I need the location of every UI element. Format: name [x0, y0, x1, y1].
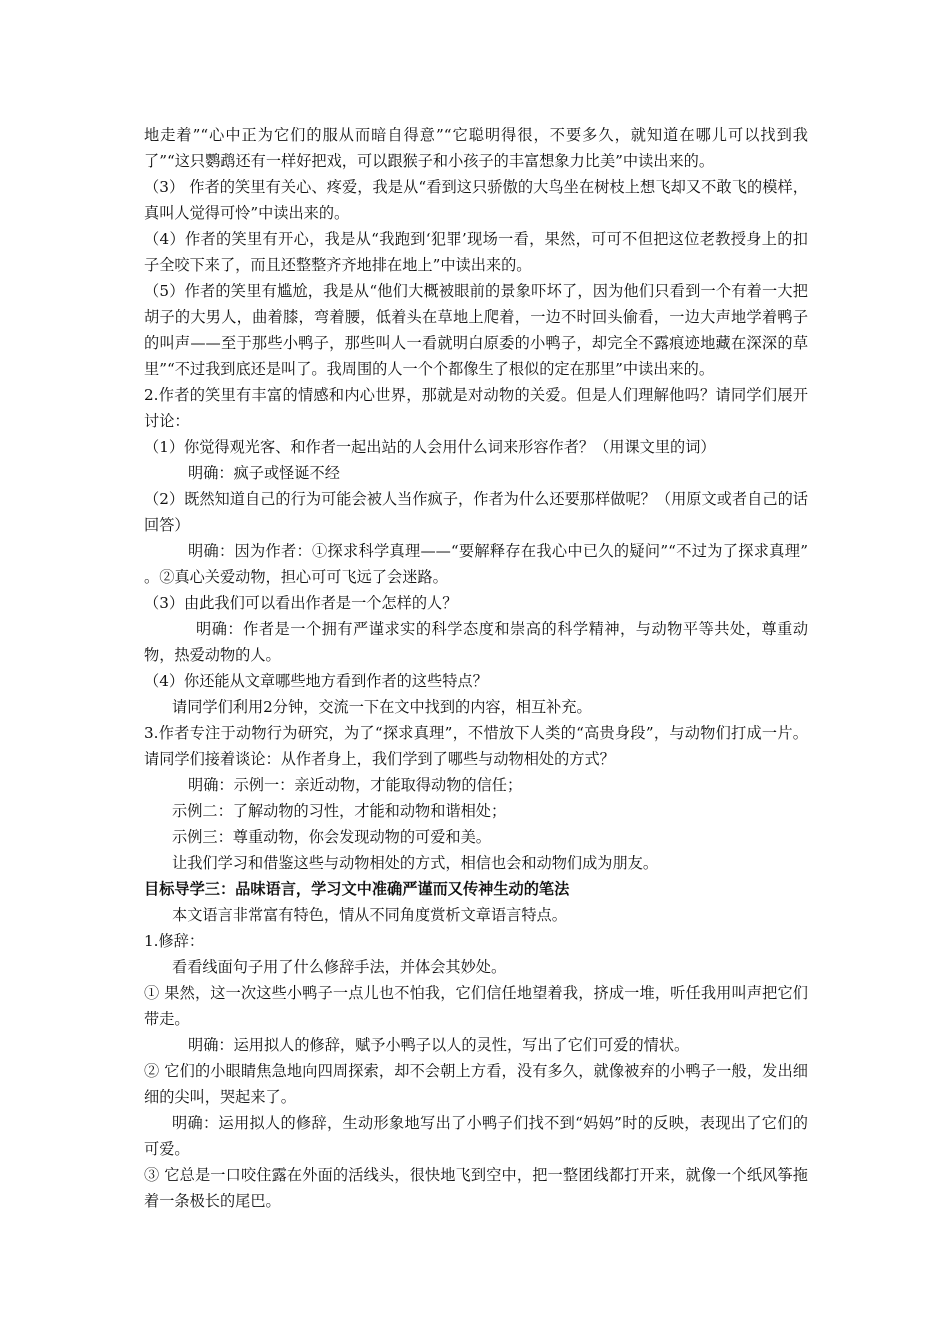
paragraph-18: 让我们学习和借鉴这些与动物相处的方式，相信也会和动物们成为朋友。	[172, 854, 658, 872]
paragraph-14: 3.作者专注于动物行为研究，为了“探求真理”，不惜放下人类的“高贵身段”，与动物们打成一片。请同学们接着谈论：从作者身上，我们学到了哪些与动物相处的方式？	[144, 724, 808, 768]
paragraph-3: （4）作者的笑里有开心，我是从“我跑到‘犯罪’现场一看，果然，可可不但把这位老教授身上的扣子全咬下来了，而且还整整齐齐地排在地上”中读出来的。	[144, 230, 808, 274]
paragraph-5: 2.作者的笑里有丰富的情感和内心世界，那就是对动物的关爱。但是人们理解他吗？请同学们展开讨论：	[144, 386, 808, 430]
paragraph-12: （4）你还能从文章哪些地方看到作者的这些特点？	[144, 672, 488, 690]
answer-3: 明确：作者是一个拥有严谨求实的科学态度和崇高的科学精神，与动物平等共处，尊重动物，热爱动物的人。	[144, 620, 808, 664]
answer-4: 明确：示例一：亲近动物，才能取得动物的信任；	[188, 776, 523, 794]
answer-1: 明确：疯子或怪诞不经	[188, 464, 340, 482]
paragraph-22: 看看线面句子用了什么修辞手法，并体会其妙处。	[172, 958, 507, 976]
example-2: 示例二：了解动物的习性，才能和动物和谐相处；	[172, 802, 507, 820]
paragraph-10: （3）由此我们可以看出作者是一个怎样的人？	[144, 594, 458, 612]
sentence-2: ② 它们的小眼睛焦急地向四周探索，却不会朝上方看，没有多久，就像被弃的小鸭子一般，发出细细的尖叫，哭起来了。	[144, 1062, 808, 1106]
paragraph-8: （2）既然知道自己的行为可能会被人当作疯子，作者为什么还要那样做呢？（用原文或者自己的话回答）	[144, 490, 808, 534]
paragraph-2: （3） 作者的笑里有关心、疼爱，我是从“看到这只骄傲的大鸟坐在树枝上想飞却又不敢飞的模样，真叫人觉得可怜”中读出来的。	[144, 178, 808, 222]
paragraph-1: 地走着”“心中正为它们的服从而暗自得意”“它聪明得很，不要多久，就知道在哪儿可以找到我了”“这只鹦鹉还有一样好把戏，可以跟猴子和小孩子的丰富想象力比美”中读出来的。	[144, 126, 808, 170]
paragraph-20: 本文语言非常富有特色，情从不同角度赏析文章语言特点。	[172, 906, 567, 924]
sentence-1: ① 果然，这一次这些小鸭子一点儿也不怕我，它们信任地望着我，挤成一堆，听任我用叫声把它们带走。	[144, 984, 808, 1028]
paragraph-13: 请同学们利用2分钟，交流一下在文中找到的内容，相互补充。	[172, 698, 592, 716]
answer-2: 明确：因为作者：①探求科学真理——“要解释存在我心中已久的疑问”“不过为了探求真理” 。②真心关爱动物，担心可可飞远了会迷路。	[144, 542, 808, 586]
paragraph-21: 1.修辞：	[144, 932, 205, 950]
answer-5: 明确：运用拟人的修辞，赋予小鸭子以人的灵性，写出了它们可爱的情状。	[188, 1036, 690, 1054]
document-page	[144, 122, 808, 1214]
section-heading: 目标导学三：品味语言，学习文中准确严谨而又传神生动的笔法	[144, 880, 570, 898]
sentence-3: ③ 它总是一口咬住露在外面的活线头，很快地飞到空中，把一整团线都打开来，就像一个纸风筝拖着一条极长的尾巴。	[144, 1166, 808, 1210]
example-3: 示例三：尊重动物，你会发现动物的可爱和美。	[172, 828, 491, 846]
answer-6: 明确：运用拟人的修辞，生动形象地写出了小鸭子们找不到“妈妈”时的反映，表现出了它们的可爱。	[144, 1114, 808, 1158]
paragraph-6: （1）你觉得观光客、和作者一起出站的人会用什么词来形容作者？（用课文里的词）	[144, 438, 716, 456]
paragraph-4: （5）作者的笑里有尴尬，我是从“他们大概被眼前的景象吓坏了，因为他们只看到一个有着一大把胡子的大男人，曲着膝，弯着腰，低着头在草地上爬着，一边不时回头偷看，一边大声地学着鸭子的叫声——至于那些小鸭子，那些叫人一看就明白原委的小鸭子，却完全不露痕迹地藏在深深的草里”“不过我到底还是叫了。我周围的人一个个都像生了根似的定在那里”中读出来的。	[144, 282, 808, 378]
